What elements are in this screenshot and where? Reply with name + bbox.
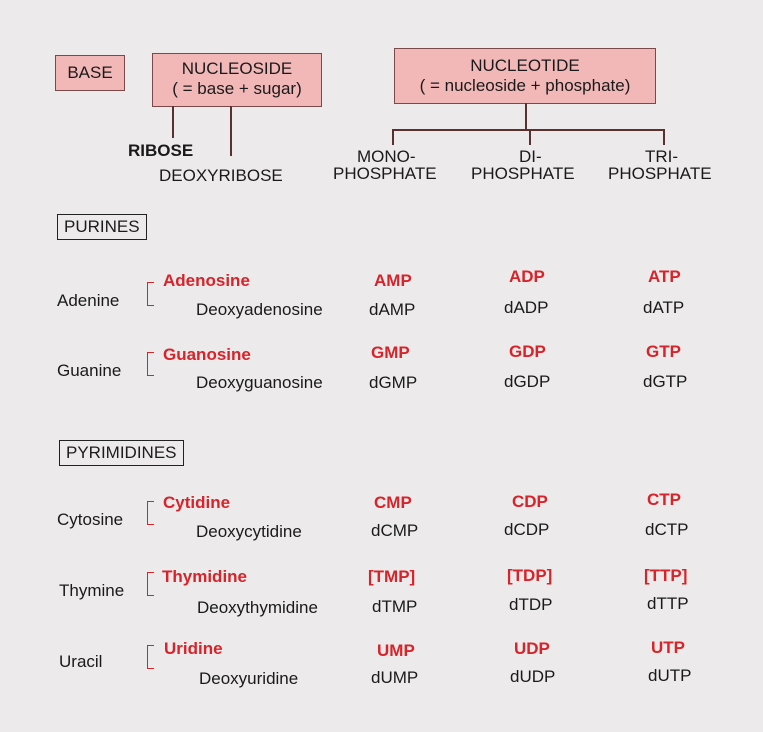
base-header-label: BASE bbox=[67, 63, 113, 82]
deoxy-di-phosphate: dCDP bbox=[504, 520, 550, 539]
deoxy-tri-phosphate: dATP bbox=[643, 298, 685, 317]
deoxy-mono-phosphate: dCMP bbox=[371, 521, 419, 540]
deoxynucleoside-name: Deoxyuridine bbox=[199, 669, 299, 688]
di-label-1: DI- bbox=[519, 147, 542, 166]
bracket-icon bbox=[147, 645, 154, 669]
deoxy-mono-phosphate: dGMP bbox=[369, 373, 418, 392]
nucleotide-header-title: NUCLEOTIDE bbox=[470, 56, 580, 75]
tri-phosphate: UTP bbox=[651, 638, 685, 657]
tri-label-2: PHOSPHATE bbox=[608, 164, 712, 183]
base-name: Adenine bbox=[57, 291, 120, 310]
mono-label-2: PHOSPHATE bbox=[333, 164, 437, 183]
connector-line bbox=[529, 129, 531, 145]
deoxy-di-phosphate: dADP bbox=[504, 298, 549, 317]
base-name: Uracil bbox=[59, 652, 103, 671]
deoxy-tri-phosphate: dUTP bbox=[648, 666, 692, 685]
mono-phosphate: [TMP] bbox=[368, 567, 416, 586]
ribonucleoside-name: Guanosine bbox=[163, 345, 251, 364]
base-name: Thymine bbox=[59, 581, 125, 600]
deoxy-tri-phosphate: dTTP bbox=[647, 594, 689, 613]
bracket-icon bbox=[147, 352, 154, 376]
connector-line bbox=[230, 106, 232, 156]
deoxynucleoside-name: Deoxyguanosine bbox=[196, 373, 323, 392]
di-label-2: PHOSPHATE bbox=[471, 164, 575, 183]
bracket-icon bbox=[147, 501, 154, 525]
deoxy-mono-phosphate: dAMP bbox=[369, 300, 416, 319]
nucleotide-header-subtitle: ( = nucleoside + phosphate) bbox=[419, 76, 631, 95]
ribose-label: RIBOSE bbox=[128, 141, 194, 160]
deoxynucleoside-name: Deoxycytidine bbox=[196, 522, 302, 541]
deoxy-mono-phosphate: dUMP bbox=[371, 668, 419, 687]
mono-phosphate: GMP bbox=[371, 343, 410, 362]
mono-phosphate: UMP bbox=[377, 641, 415, 660]
di-phosphate: ADP bbox=[509, 267, 545, 286]
mono-label-1: MONO- bbox=[357, 147, 416, 166]
tri-phosphate: CTP bbox=[647, 490, 681, 509]
deoxynucleoside-name: Deoxythymidine bbox=[197, 598, 318, 617]
deoxy-tri-phosphate: dCTP bbox=[645, 520, 689, 539]
ribonucleoside-name: Adenosine bbox=[163, 271, 250, 290]
ribonucleoside-name: Cytidine bbox=[163, 493, 231, 512]
tri-phosphate: [TTP] bbox=[644, 566, 688, 585]
tri-label-1: TRI- bbox=[645, 147, 679, 166]
nucleotide-header-box bbox=[394, 48, 656, 104]
di-phosphate: GDP bbox=[509, 342, 546, 361]
bracket-icon bbox=[147, 572, 154, 596]
base-name: Guanine bbox=[57, 361, 122, 380]
connector-line bbox=[525, 103, 527, 130]
bracket-icon bbox=[147, 282, 154, 306]
connector-line bbox=[392, 129, 664, 131]
deoxy-di-phosphate: dGDP bbox=[504, 372, 551, 391]
deoxy-di-phosphate: dTDP bbox=[509, 595, 553, 614]
deoxy-di-phosphate: dUDP bbox=[510, 667, 556, 686]
di-phosphate: [TDP] bbox=[507, 566, 553, 585]
nucleoside-header-box bbox=[152, 53, 322, 107]
nucleoside-header-subtitle: ( = base + sugar) bbox=[172, 79, 302, 98]
deoxy-tri-phosphate: dGTP bbox=[643, 372, 688, 391]
ribonucleoside-name: Thymidine bbox=[162, 567, 248, 586]
tri-phosphate: GTP bbox=[646, 342, 681, 361]
deoxynucleoside-name: Deoxyadenosine bbox=[196, 300, 323, 319]
nucleoside-header-title: NUCLEOSIDE bbox=[181, 59, 293, 78]
connector-line bbox=[663, 129, 665, 145]
deoxyribose-label: DEOXYRIBOSE bbox=[159, 166, 283, 185]
purines-heading: PURINES bbox=[57, 214, 147, 240]
di-phosphate: CDP bbox=[512, 492, 548, 511]
mono-phosphate: AMP bbox=[374, 271, 412, 290]
ribonucleoside-name: Uridine bbox=[164, 639, 223, 658]
connector-line bbox=[172, 106, 174, 138]
tri-phosphate: ATP bbox=[648, 267, 681, 286]
base-header-box bbox=[55, 55, 125, 91]
connector-line bbox=[392, 129, 394, 145]
deoxy-mono-phosphate: dTMP bbox=[372, 597, 418, 616]
di-phosphate: UDP bbox=[514, 639, 550, 658]
pyrimidines-heading: PYRIMIDINES bbox=[59, 440, 184, 466]
mono-phosphate: CMP bbox=[374, 493, 412, 512]
base-name: Cytosine bbox=[57, 510, 124, 529]
